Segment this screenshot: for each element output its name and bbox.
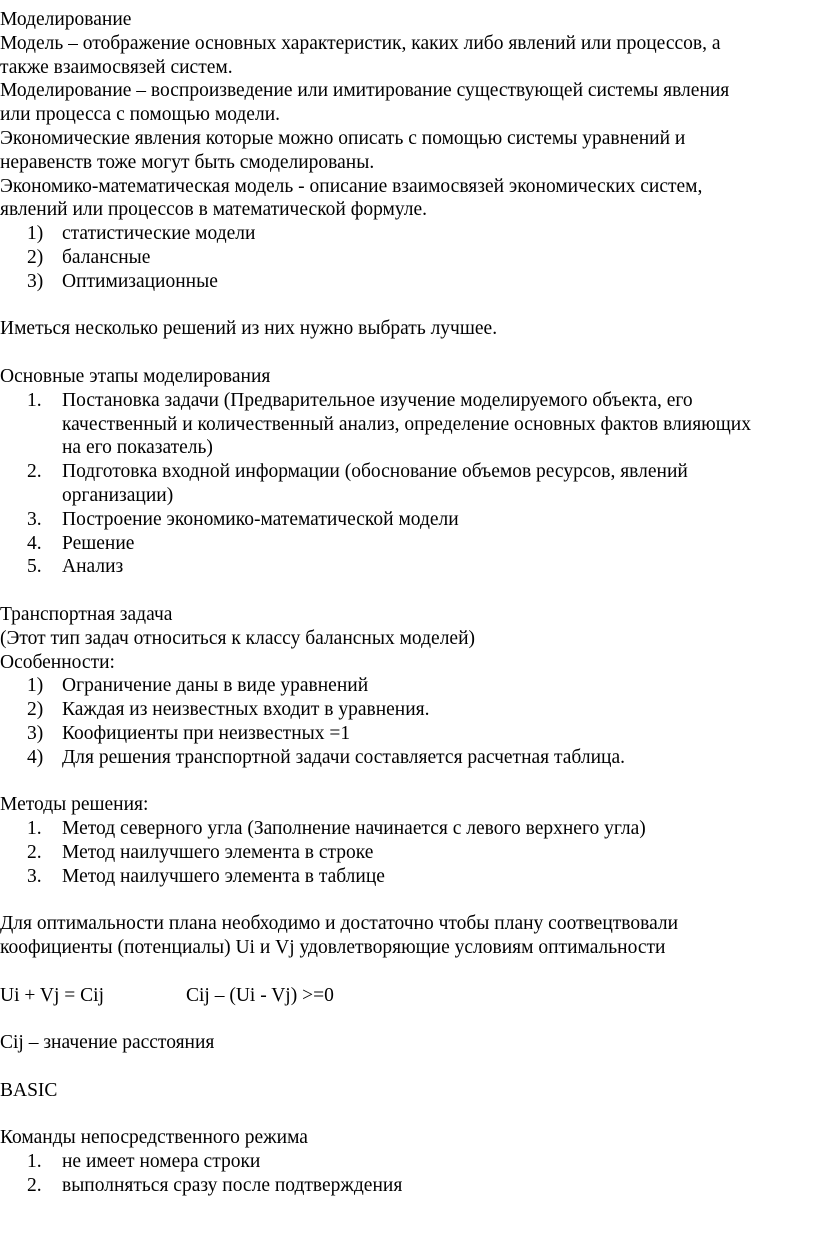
- list-text: выполняться сразу после подтверждения: [62, 1175, 403, 1197]
- definition-model-line-2: также взаимосвязей систем.: [0, 56, 233, 78]
- blank-line: [0, 1007, 810, 1031]
- definition-emm-line-1: Экономико-математическая модель - описание взаимосвязей экономических систем,: [0, 175, 703, 197]
- document-page: [0, 8, 810, 1198]
- list-text: Метод северного угла (Заполнение начинается с левого верхнего угла): [62, 818, 646, 840]
- blank-line: [0, 1103, 810, 1127]
- blank-line: [0, 1055, 810, 1079]
- stage-line: Решение: [62, 532, 135, 554]
- list-text: Метод наилучшего элемента в таблице: [62, 865, 385, 887]
- formula-potentials: Ui + Vj = Cij: [0, 984, 104, 1006]
- list-text: [62, 532, 810, 556]
- list-number: 2.: [27, 841, 42, 863]
- list-number: 1.: [27, 389, 42, 411]
- method-item: [0, 841, 810, 865]
- list-text: Коофициенты при неизвестных =1: [62, 722, 351, 744]
- blank-line: [0, 770, 810, 794]
- feature-item: [0, 746, 810, 770]
- list-number: 1.: [27, 1151, 42, 1173]
- definition-modeling-line-2: или процесса с помощью модели.: [0, 104, 280, 126]
- list-number: 2.: [27, 1175, 42, 1197]
- list-text: Метод наилучшего элемента в строке: [62, 841, 374, 863]
- definition-modeling-line-1: Моделирование – воспроизведение или имитирование существующей системы явления: [0, 80, 730, 102]
- definition-economic-line-1: Экономические явления которые можно описать с помощью системы уравнений и: [0, 127, 686, 149]
- definition-economic-line-2: неравенств тоже могут быть смоделированы.: [0, 151, 375, 173]
- optimality-line-2: коофициенты (потенциалы) Ui и Vj удовлетворяющие условиям оптимальности: [0, 937, 666, 959]
- list-text: [62, 389, 810, 460]
- commands-heading: Команды непосредственного режима: [0, 1127, 308, 1149]
- formula-line: [0, 984, 810, 1008]
- doc-title: Моделирование: [0, 9, 132, 30]
- blank-line: [0, 579, 810, 603]
- list-text: не имеет номера строки: [62, 1151, 261, 1173]
- list-number: 1): [27, 223, 44, 245]
- list-number: 3): [27, 722, 44, 744]
- transport-heading: Транспортная задача: [0, 603, 173, 625]
- stage-line: Подготовка входной информации (обоснование объемов ресурсов, явлений: [62, 461, 688, 483]
- cij-definition: Cij – значение расстояния: [0, 1032, 215, 1054]
- feature-item: [0, 722, 810, 746]
- feature-item: [0, 698, 810, 722]
- list-text: балансные: [62, 246, 151, 268]
- methods-heading: Методы решения:: [0, 794, 149, 816]
- choice-note: Иметься несколько решений из них нужно выбрать лучшее.: [0, 318, 498, 340]
- optimality-line-1: Для оптимальности плана необходимо и достаточно чтобы плану соотвецтвовали: [0, 913, 679, 935]
- formula-optimality-condition: Cij – (Ui - Vj) >=0: [186, 984, 334, 1006]
- list-number: 2.: [27, 461, 42, 483]
- list-number: 4): [27, 746, 44, 768]
- definition-model-line-1: Модель – отображение основных характеристик, каких либо явлений или процессов, а: [0, 32, 721, 54]
- list-text: [62, 508, 810, 532]
- stage-line: качественный и количественный анализ, определение основных фактов влияющих: [62, 413, 751, 435]
- command-item: [0, 1174, 810, 1198]
- list-number: 3.: [27, 865, 42, 887]
- list-number: 3): [27, 270, 44, 292]
- stage-line: Анализ: [62, 556, 124, 578]
- list-number: 2): [27, 699, 44, 721]
- list-number: 3.: [27, 508, 42, 530]
- blank-line: [0, 960, 810, 984]
- blank-line: [0, 294, 810, 318]
- list-text: Каждая из неизвестных входит в уравнения.: [62, 699, 430, 721]
- stage-item: [0, 555, 810, 579]
- blank-line: [0, 888, 810, 912]
- model-type-item: [0, 222, 810, 246]
- list-number: 5.: [27, 556, 42, 578]
- model-type-item: [0, 270, 810, 294]
- list-number: 4.: [27, 532, 42, 554]
- stage-line: организации): [62, 484, 174, 506]
- list-text: Для решения транспортной задачи составляется расчетная таблица.: [62, 746, 625, 768]
- list-text: Ограничение даны в виде уравнений: [62, 675, 369, 697]
- feature-item: [0, 674, 810, 698]
- list-text: [62, 555, 810, 579]
- stage-line: Постановка задачи (Предварительное изучение моделируемого объекта, его: [62, 389, 693, 411]
- transport-class-note: (Этот тип задач относиться к классу балансных моделей): [0, 627, 476, 649]
- definition-emm-line-2: явлений или процессов в математической формуле.: [0, 199, 428, 221]
- stage-line: Построение экономико-математической модели: [62, 508, 459, 530]
- list-text: статистические модели: [62, 223, 256, 245]
- blank-line: [0, 341, 810, 365]
- stages-heading: Основные этапы моделирования: [0, 365, 271, 387]
- list-number: 1): [27, 675, 44, 697]
- method-item: [0, 865, 810, 889]
- list-text: Оптимизационные: [62, 270, 218, 292]
- stage-item: [0, 508, 810, 532]
- method-item: [0, 817, 810, 841]
- stage-item: [0, 532, 810, 556]
- features-heading: Особенности:: [0, 651, 115, 673]
- list-number: 1.: [27, 818, 42, 840]
- stage-line: на его показатель): [62, 437, 213, 459]
- list-number: 2): [27, 246, 44, 268]
- stage-item: [0, 389, 810, 460]
- basic-heading: BASIC: [0, 1079, 58, 1101]
- list-text: [62, 460, 810, 508]
- stage-item: [0, 460, 810, 508]
- model-type-item: [0, 246, 810, 270]
- command-item: [0, 1150, 810, 1174]
